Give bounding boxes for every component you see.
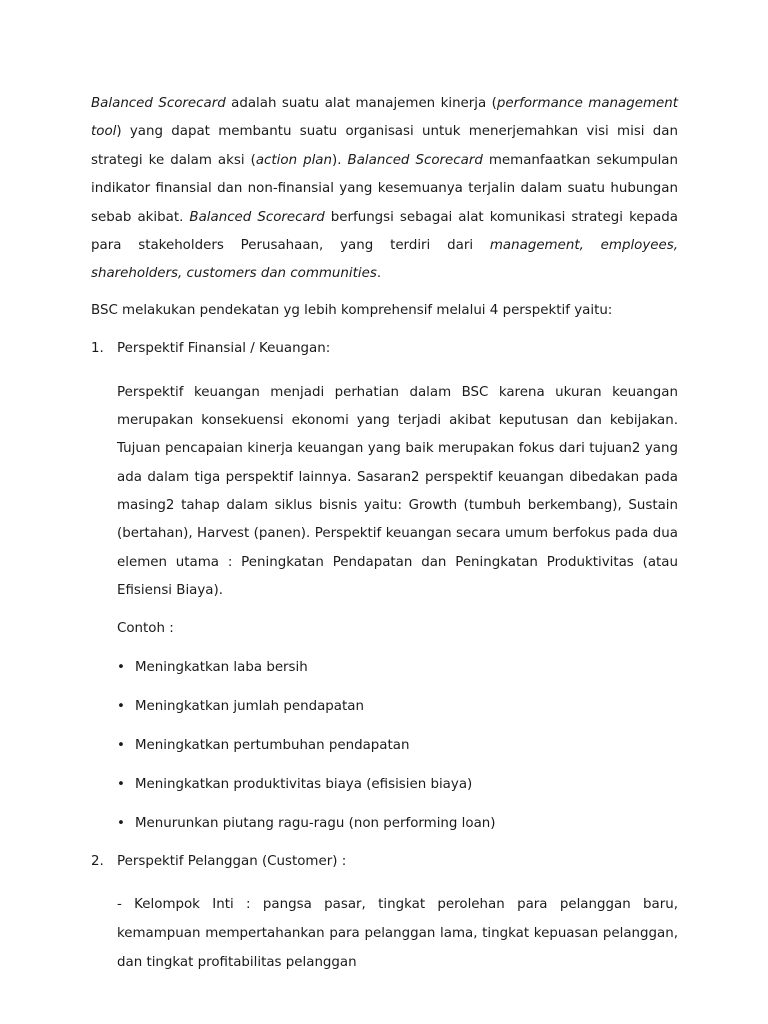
list-item: • Meningkatkan produktivitas biaya (efisisien biaya) <box>117 775 678 795</box>
section-heading-pelanggan <box>91 852 678 872</box>
section-number: 2. <box>91 853 104 869</box>
bullet-icon: • <box>117 698 125 714</box>
document-page <box>91 90 678 990</box>
section-body-pelanggan <box>117 890 678 977</box>
list-item: • Meningkatkan jumlah pendapatan <box>117 697 678 717</box>
section-heading-finansial <box>91 339 678 359</box>
section-title: Perspektif Finansial / Keuangan: <box>117 340 331 356</box>
term-balanced-scorecard: Balanced Scorecard <box>91 96 226 111</box>
section-title: Perspektif Pelanggan (Customer) : <box>117 853 347 869</box>
list-item: • Menurunkan piutang ragu-ragu (non performing loan) <box>117 814 678 834</box>
contoh-label: Contoh : <box>117 620 174 636</box>
bullet-icon: • <box>117 776 125 792</box>
bullet-icon: • <box>117 659 125 675</box>
section-body-finansial <box>117 379 678 834</box>
intro-paragraph: Balanced Scorecard adalah suatu alat manajemen kinerja (performance management tool) yang dapat membantu suatu organisasi untuk menerjemahkan visi misi dan strategi ke dalam aksi (action plan). Balanced Scorecard memanfaatkan sekumpulan indikator finansial dan non-finansial yang kesemuanya terjalin dalam suatu hubungan sebab akibat. Balanced Scorecard berfungsi sebagai alat komunikasi strategi kepada para stakeholders Perusahaan, yang terdiri dari management, employees, shareholders, customers dan communities. <box>91 96 678 282</box>
list-item: • Meningkatkan laba bersih <box>117 658 678 678</box>
bullet-icon: • <box>117 737 125 753</box>
contoh-list <box>117 658 678 834</box>
pelanggan-paragraph: - Kelompok Inti : pangsa pasar, tingkat perolehan para pelanggan baru, kemampuan mempertahankan para pelanggan lama, tingkat kepuasan pelanggan, dan tingkat profitabilitas pelanggan <box>117 896 678 970</box>
list-item: • Meningkatkan pertumbuhan pendapatan <box>117 736 678 756</box>
bullet-icon: • <box>117 815 125 831</box>
section-number: 1. <box>91 340 104 356</box>
finansial-paragraph: Perspektif keuangan menjadi perhatian dalam BSC karena ukuran keuangan merupakan konsekuensi ekonomi yang terjadi akibat keputusan dan kebijakan. Tujuan pencapaian kinerja keuangan yang baik merupakan fokus dari tujuan2 yang ada dalam tiga perspektif lainnya. Sasaran2 perspektif keuangan dibedakan pada masing2 tahap dalam siklus bisnis yaitu: Growth (tumbuh berkembang), Sustain (bertahan), Harvest (panen). Perspektif keuangan secara umum berfokus pada dua elemen utama : Peningkatan Pendapatan dan Peningkatan Produktivitas (atau Efisiensi Biaya). <box>117 384 678 598</box>
bsc-summary-line: BSC melakukan pendekatan yg lebih komprehensif melalui 4 perspektif yaitu: <box>91 302 613 318</box>
